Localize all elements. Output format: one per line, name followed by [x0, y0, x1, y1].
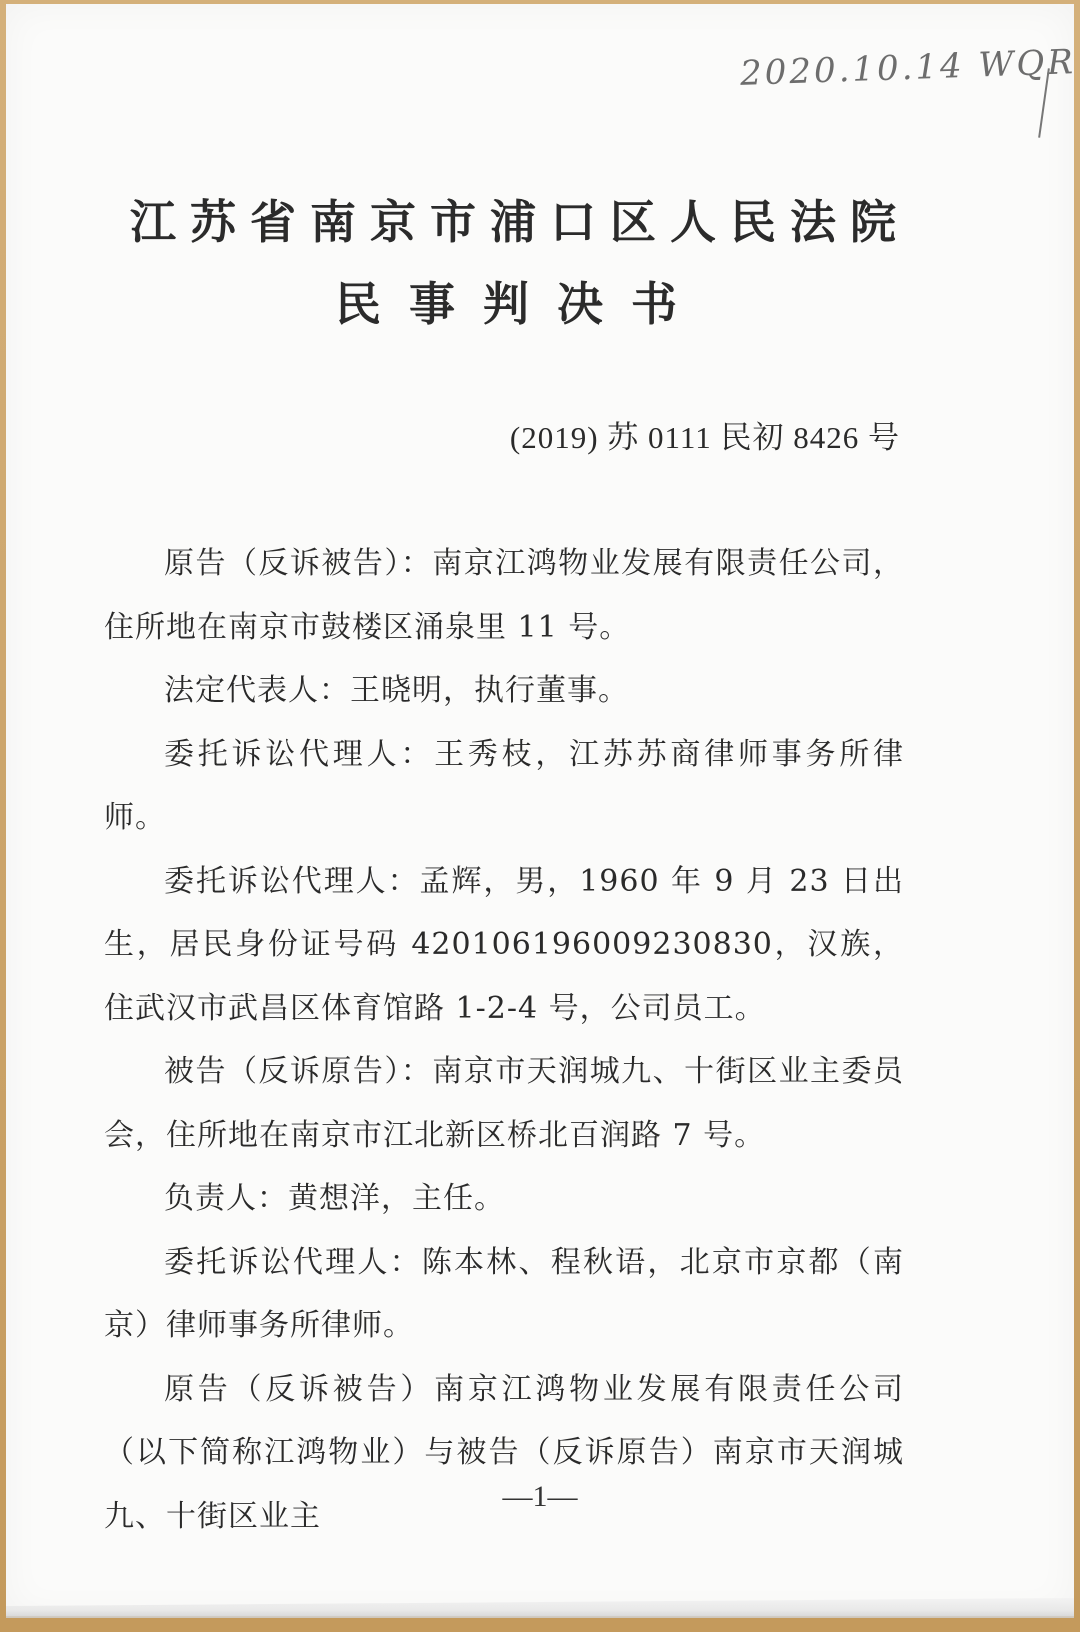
handwritten-date: 2020.10.14	[739, 46, 966, 94]
document-type-heading: 民事判决书	[335, 277, 705, 331]
page-number: —1—	[502, 1480, 578, 1513]
party-plaintiff-agent-1: 委托诉讼代理人：王秀枝，江苏苏商律师事务所律师。	[104, 736, 904, 835]
party-defendant-agents: 委托诉讼代理人：陈本林、程秋语，北京市京都（南京）律师事务所律师。	[104, 1244, 904, 1343]
party-defendant-head: 负责人：黄想洋，主任。	[164, 1181, 505, 1216]
document-body	[104, 532, 904, 1548]
party-plaintiff: 原告（反诉被告）：南京江鸿物业发展有限责任公司，住所地在南京市鼓楼区涌泉里 11 号。	[104, 546, 904, 645]
party-plaintiff-agent-2: 委托诉讼代理人：孟辉，男，1960 年 9 月 23 日出生，居民身份证号码 420106196009230830，汉族，住武汉市武昌区体育馆路 1-2-4 号，公司员工。	[104, 863, 904, 1026]
handwritten-initials: WQR	[977, 42, 1077, 86]
case-narrative: 原告（反诉被告）南京江鸿物业发展有限责任公司（以下简称江鸿物业）与被告（反诉原告）南京市天润城九、十街区业主	[104, 1371, 904, 1534]
court-name-heading: 江苏省南京市浦口区人民法院	[130, 195, 910, 249]
party-defendant: 被告（反诉原告）：南京市天润城九、十街区业主委员会，住所地在南京市江北新区桥北百润路 7 号。	[104, 1054, 904, 1153]
party-legal-representative: 法定代表人：王晓明，执行董事。	[164, 673, 629, 708]
case-number: (2019) 苏 0111 民初 8426 号	[509, 420, 900, 455]
